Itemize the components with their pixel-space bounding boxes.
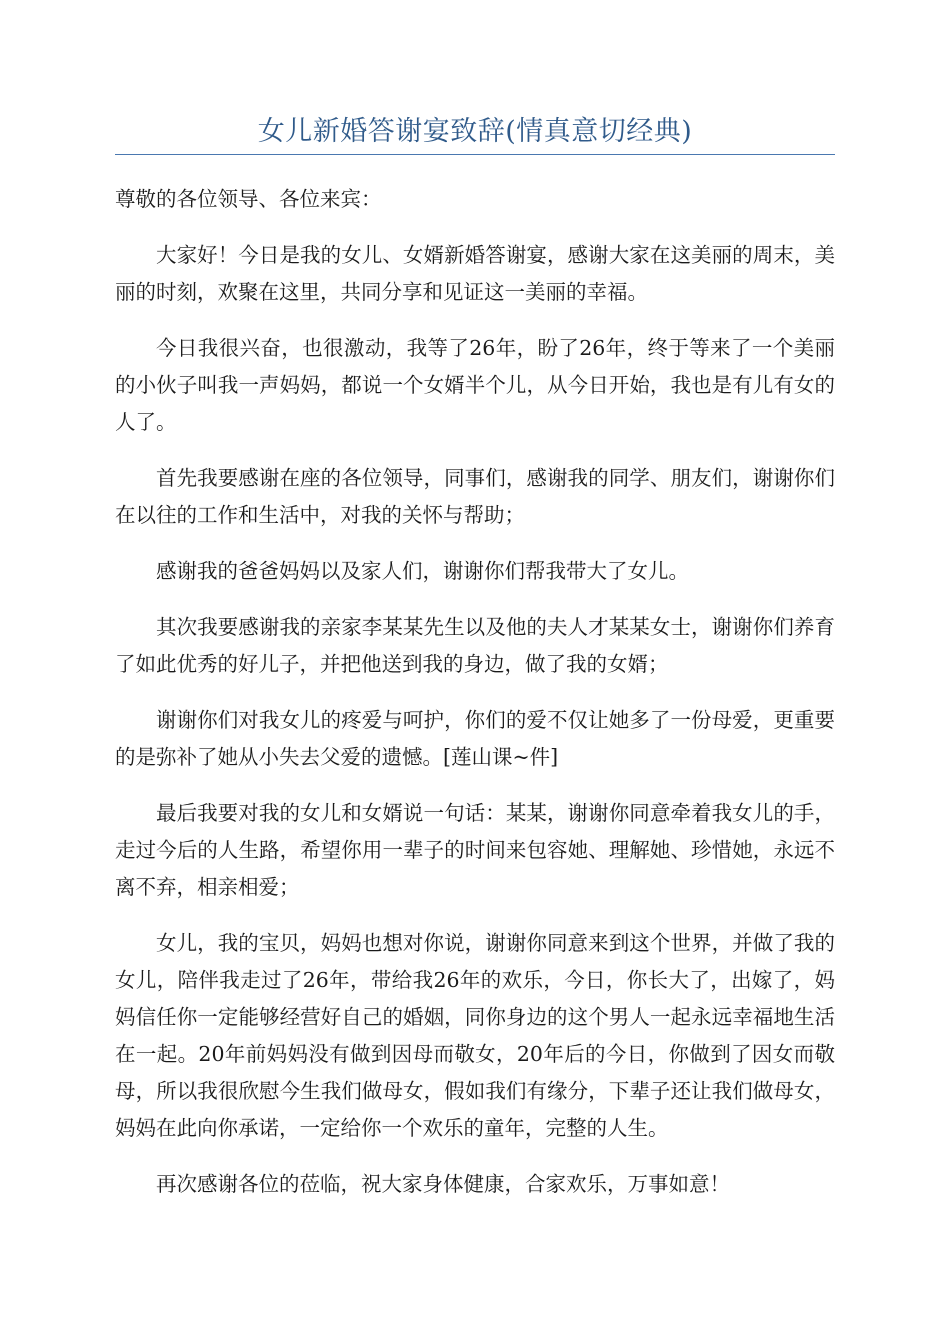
- paragraph-3: 首先我要感谢在座的各位领导，同事们，感谢我的同学、朋友们，谢谢你们在以往的工作和生活中，对我的关怀与帮助；: [115, 466, 835, 527]
- paragraph-6: 谢谢你们对我女儿的疼爱与呵护，你们的爱不仅让她多了一份母爱，更重要的是弥补了她从小失去父爱的遗憾。[莲山课~件]: [115, 708, 835, 769]
- document-page: [115, 112, 835, 1203]
- paragraph-5: 其次我要感谢我的亲家李某某先生以及他的夫人才某某女士，谢谢你们养育了如此优秀的好儿子，并把他送到我的身边，做了我的女婿；: [115, 615, 835, 676]
- document-title: 女儿新婚答谢宴致辞(情真意切经典): [115, 112, 835, 155]
- paragraph-4: 感谢我的爸爸妈妈以及家人们，谢谢你们帮我带大了女儿。: [156, 559, 689, 583]
- paragraph-9: 再次感谢各位的莅临，祝大家身体健康，合家欢乐，万事如意！: [156, 1172, 730, 1196]
- paragraph-1: 大家好！今日是我的女儿、女婿新婚答谢宴，感谢大家在这美丽的周末，美丽的时刻，欢聚在这里，共同分享和见证这一美丽的幸福。: [115, 243, 835, 304]
- salutation: 尊敬的各位领导、各位来宾：: [115, 187, 382, 211]
- paragraph-8: 女儿，我的宝贝，妈妈也想对你说，谢谢你同意来到这个世界，并做了我的女儿，陪伴我走过了26年，带给我26年的欢乐，今日，你长大了，出嫁了，妈妈信任你一定能够经营好自己的婚姻，同你身边的这个男人一起永远幸福地生活在一起。20年前妈妈没有做到因母而敬女，20年后的今日，你做到了因女而敬母，所以我很欣慰今生我们做母女，假如我们有缘分，下辈子还让我们做母女，妈妈在此向你承诺，一定给你一个欢乐的童年，完整的人生。: [115, 931, 835, 1140]
- paragraph-2: 今日我很兴奋，也很激动，我等了26年，盼了26年，终于等来了一个美丽的小伙子叫我一声妈妈，都说一个女婿半个儿，从今日开始，我也是有儿有女的人了。: [115, 336, 835, 434]
- paragraph-7: 最后我要对我的女儿和女婿说一句话：某某，谢谢你同意牵着我女儿的手，走过今后的人生路，希望你用一辈子的时间来包容她、理解她、珍惜她，永远不离不弃，相亲相爱；: [115, 801, 835, 899]
